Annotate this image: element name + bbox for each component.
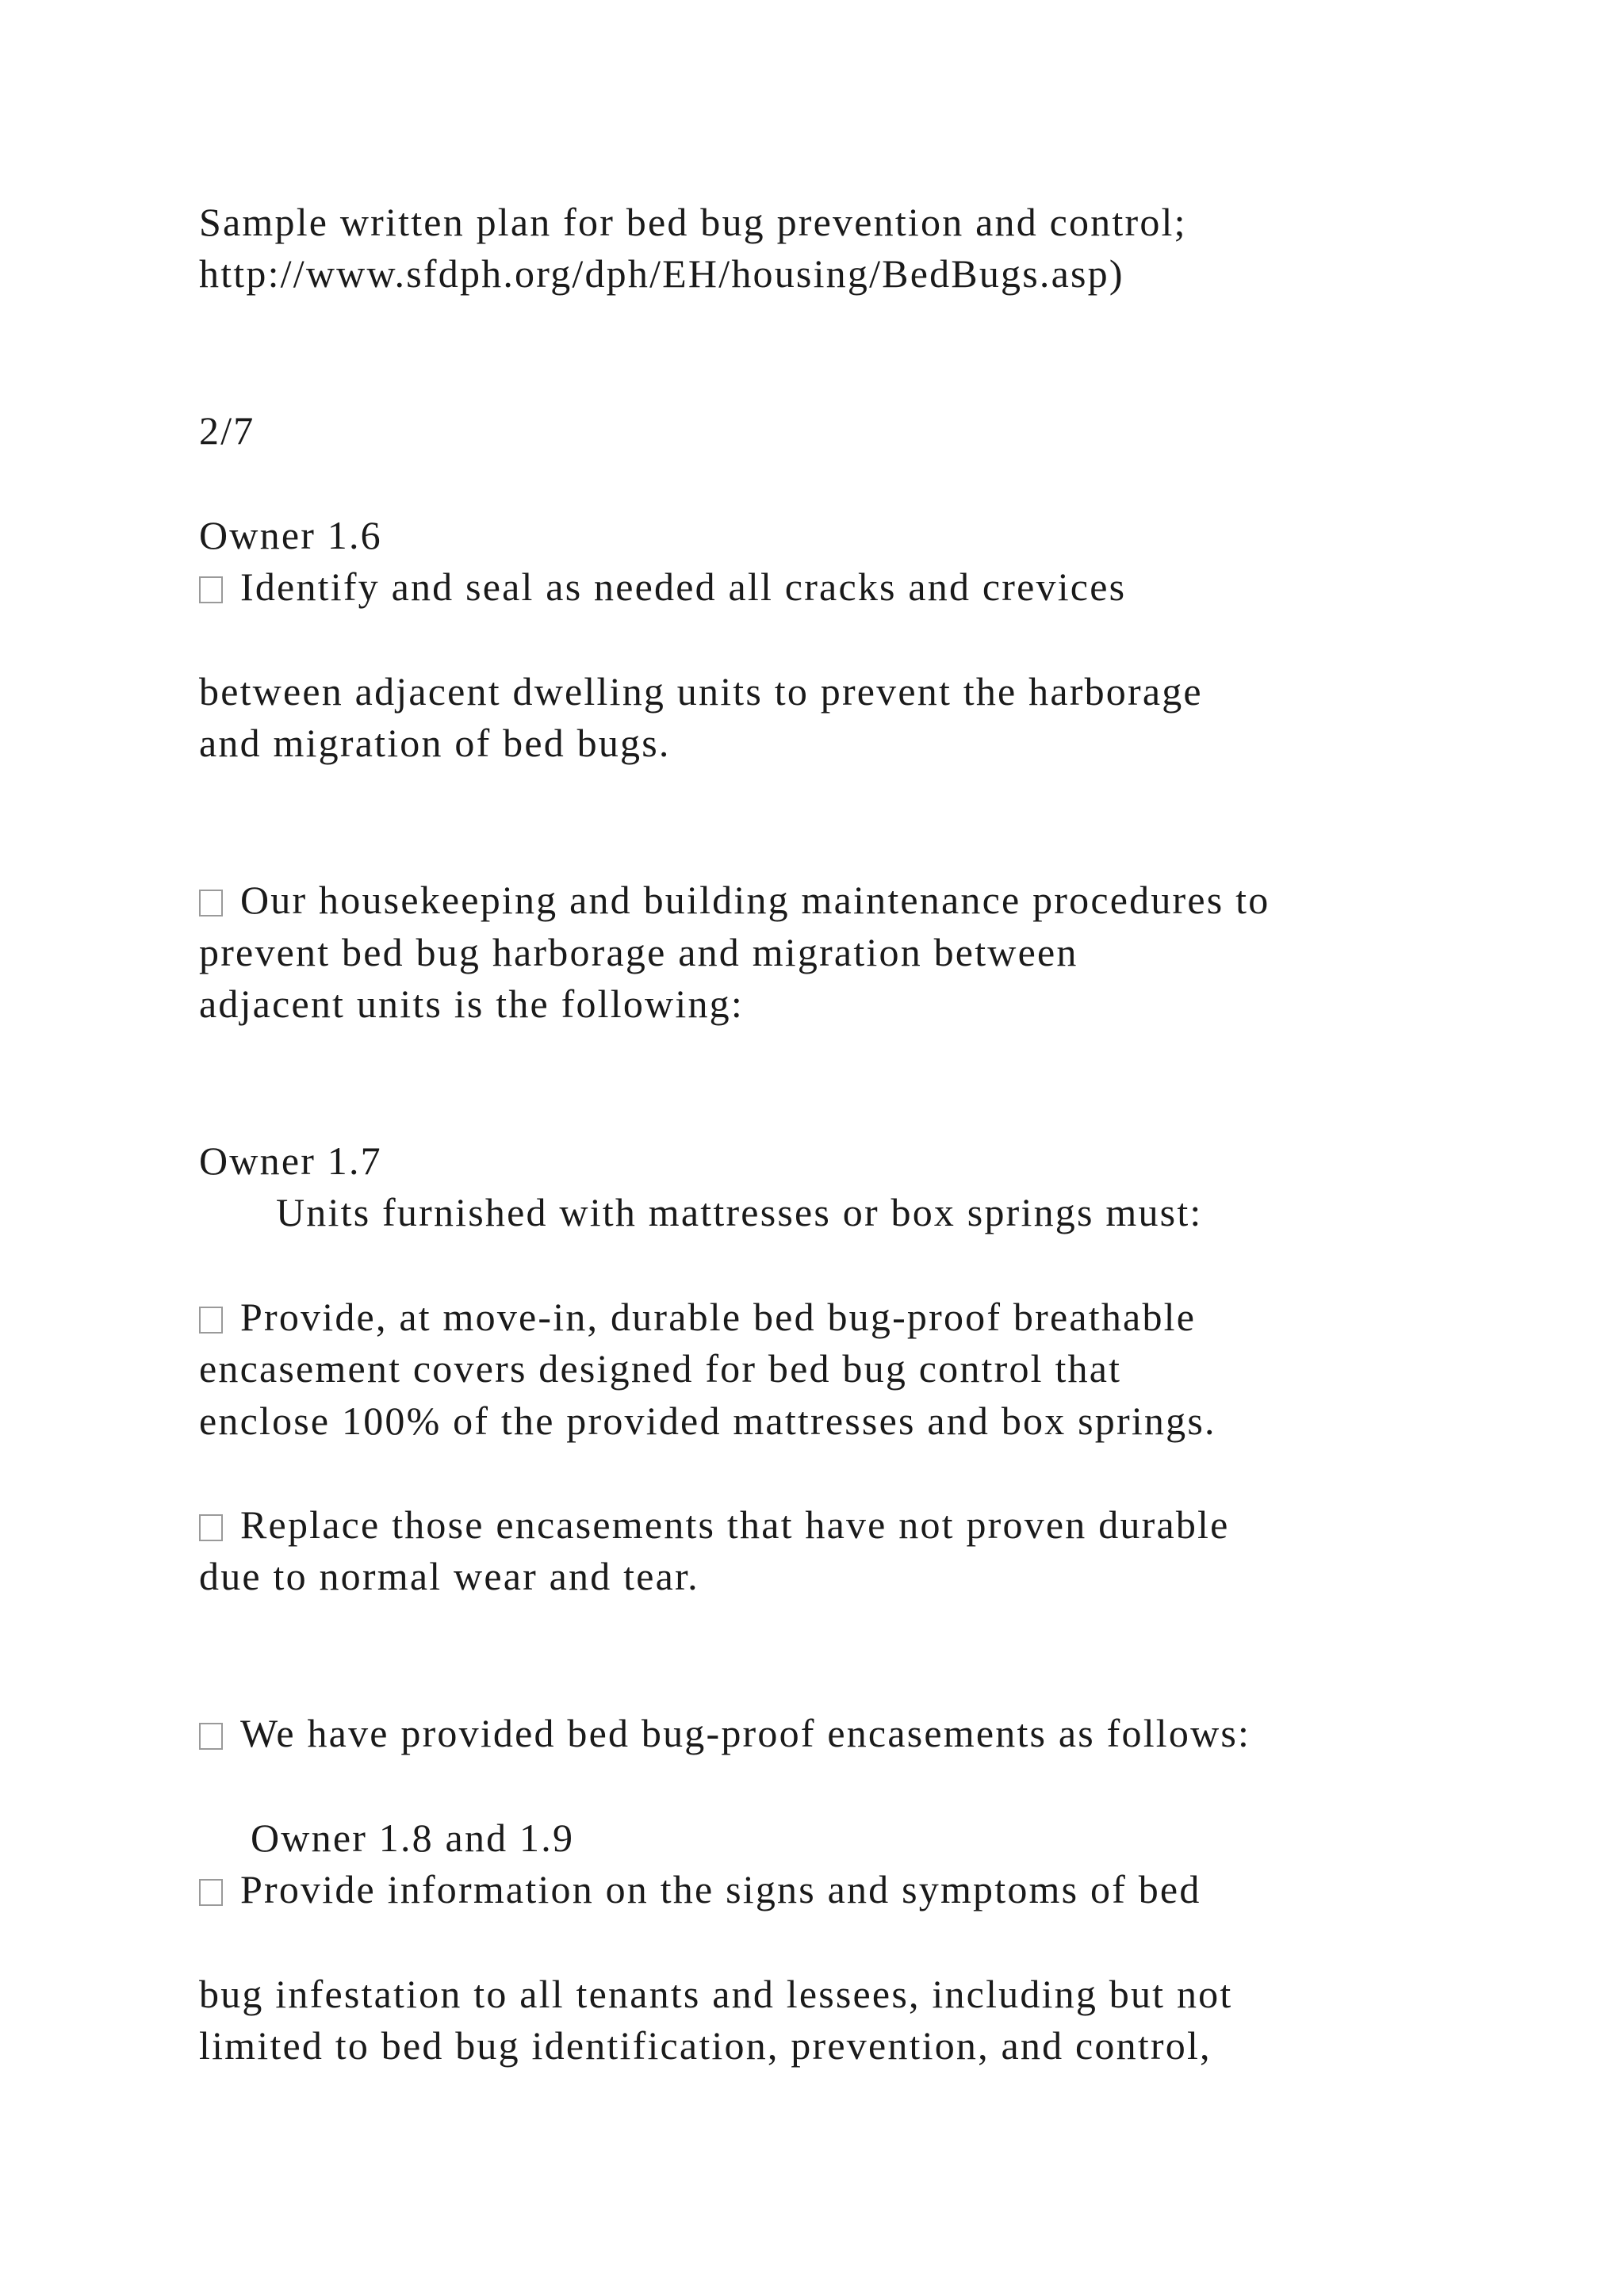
bullet-text: Replace those encasements that have not proven durable bbox=[240, 1502, 1230, 1547]
bullet-text: We have provided bed bug-proof encasements as follows: bbox=[240, 1711, 1251, 1755]
page-number: 2/7 bbox=[199, 408, 255, 453]
bullet-text: Provide, at move-in, durable bed bug-proof breathable bbox=[240, 1295, 1197, 1339]
bullet-item-housekeeping bbox=[199, 880, 1270, 920]
bullet-box-icon bbox=[199, 1307, 223, 1334]
bullet-box-icon bbox=[199, 1514, 223, 1541]
body-text-line: prevent bed bug harborage and migration between bbox=[199, 930, 1078, 974]
bullet-item-replace-encasements bbox=[199, 1502, 1230, 1547]
bullet-item-provided-encasements bbox=[199, 1713, 1251, 1753]
bullet-text: Identify and seal as needed all cracks and crevices bbox=[240, 564, 1127, 609]
section-heading-owner-1-6: Owner 1.6 bbox=[199, 513, 382, 557]
bullet-box-icon bbox=[199, 890, 223, 916]
body-text-line: encasement covers designed for bed bug control that bbox=[199, 1346, 1122, 1391]
body-text-line: and migration of bed bugs. bbox=[199, 721, 671, 765]
bullet-item-seal-cracks bbox=[199, 564, 1127, 609]
body-text-line: limited to bed bug identification, prevention, and control, bbox=[199, 2023, 1212, 2068]
body-text-line: adjacent units is the following: bbox=[199, 982, 744, 1026]
bullet-text: Our housekeeping and building maintenance procedures to bbox=[240, 878, 1270, 922]
bullet-box-icon bbox=[199, 576, 223, 603]
bullet-text: Provide information on the signs and symptoms of bed bbox=[240, 1867, 1201, 1911]
bullet-box-icon bbox=[199, 1723, 223, 1750]
intro-text-line-1: Sample written plan for bed bug prevention and control; bbox=[199, 200, 1187, 244]
section-heading-owner-1-7: Owner 1.7 bbox=[199, 1138, 382, 1183]
section-heading-owner-1-8-1-9: Owner 1.8 and 1.9 bbox=[251, 1816, 575, 1860]
body-text-line: between adjacent dwelling units to prevent the harborage bbox=[199, 669, 1203, 714]
body-text-line: bug infestation to all tenants and lessees, including but not bbox=[199, 1972, 1233, 2016]
body-text-line: due to normal wear and tear. bbox=[199, 1554, 699, 1598]
bullet-item-provide-information bbox=[199, 1869, 1201, 1909]
body-text-line: enclose 100% of the provided mattresses and box springs. bbox=[199, 1399, 1216, 1443]
indented-subheading: Units furnished with mattresses or box springs must: bbox=[276, 1190, 1203, 1234]
bullet-item-provide-encasements bbox=[199, 1297, 1196, 1337]
bullet-box-icon bbox=[199, 1879, 223, 1906]
source-url-line: http://www.sfdph.org/dph/EH/housing/BedBugs.asp) bbox=[199, 251, 1124, 296]
